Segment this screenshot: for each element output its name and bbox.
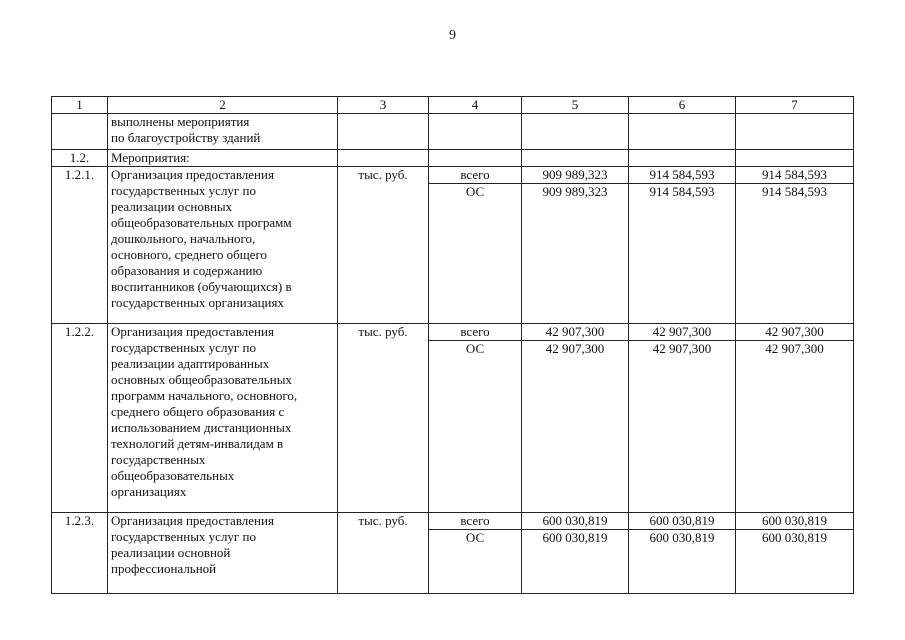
funding-source: ОС [429, 184, 522, 324]
item-name [108, 513, 338, 594]
header-cell: 5 [522, 97, 629, 114]
value-col7: 914 584,593 [736, 167, 854, 184]
program-table [51, 96, 854, 594]
value-col6: 42 907,300 [629, 324, 736, 341]
item-row [52, 167, 854, 184]
section-row [52, 150, 854, 167]
value-col6: 914 584,593 [629, 167, 736, 184]
value-col5: 42 907,300 [522, 341, 629, 513]
page-number: 9 [449, 28, 456, 43]
header-row [52, 97, 854, 114]
header-cell: 2 [108, 97, 338, 114]
value-col7: 600 030,819 [736, 513, 854, 530]
value-col5: 909 989,323 [522, 167, 629, 184]
value-col5: 42 907,300 [522, 324, 629, 341]
funding-source: всего [429, 324, 522, 341]
continuation-text: выполнены мероприятия по благоустройству зданий [108, 114, 338, 150]
item-unit: тыс. руб. [338, 513, 429, 594]
item-name [108, 324, 338, 513]
funding-source: всего [429, 167, 522, 184]
section-title: Мероприятия: [108, 150, 338, 167]
value-col5: 600 030,819 [522, 513, 629, 530]
section-number: 1.2. [52, 150, 108, 167]
header-cell: 7 [736, 97, 854, 114]
continuation-row [52, 114, 854, 150]
header-cell: 4 [429, 97, 522, 114]
item-unit: тыс. руб. [338, 167, 429, 324]
value-col6: 914 584,593 [629, 184, 736, 324]
value-col7: 914 584,593 [736, 184, 854, 324]
value-col7: 42 907,300 [736, 324, 854, 341]
item-number: 1.2.2. [52, 324, 108, 513]
funding-source: ОС [429, 530, 522, 594]
funding-source: ОС [429, 341, 522, 513]
value-col5: 600 030,819 [522, 530, 629, 594]
item-row [52, 324, 854, 341]
item-number: 1.2.1. [52, 167, 108, 324]
item-name-text: Организация предоставления государственных услуг по реализации адаптированных основных общеобразовательных программ начального, основного, среднего общего образования с использованием дистанционных технологий детям-инвалидам в государственных общеобразовательных организациях [111, 324, 298, 499]
item-row [52, 513, 854, 530]
item-unit: тыс. руб. [338, 324, 429, 513]
value-col6: 600 030,819 [629, 530, 736, 594]
value-col5: 909 989,323 [522, 184, 629, 324]
header-cell: 3 [338, 97, 429, 114]
item-name [108, 167, 338, 324]
item-number: 1.2.3. [52, 513, 108, 594]
value-col6: 42 907,300 [629, 341, 736, 513]
header-cell: 1 [52, 97, 108, 114]
value-col7: 42 907,300 [736, 341, 854, 513]
item-name-text: Организация предоставления государственных услуг по реализации основных общеобразовательных программ дошкольного, начального, основного, среднего общего образования и содержанию воспитанников (обучающихся) в государственных организациях [111, 167, 292, 310]
value-col7: 600 030,819 [736, 530, 854, 594]
funding-source: всего [429, 513, 522, 530]
value-col6: 600 030,819 [629, 513, 736, 530]
item-name-text: Организация предоставления государственных услуг по реализации основной профессиональной [111, 513, 274, 576]
header-cell: 6 [629, 97, 736, 114]
